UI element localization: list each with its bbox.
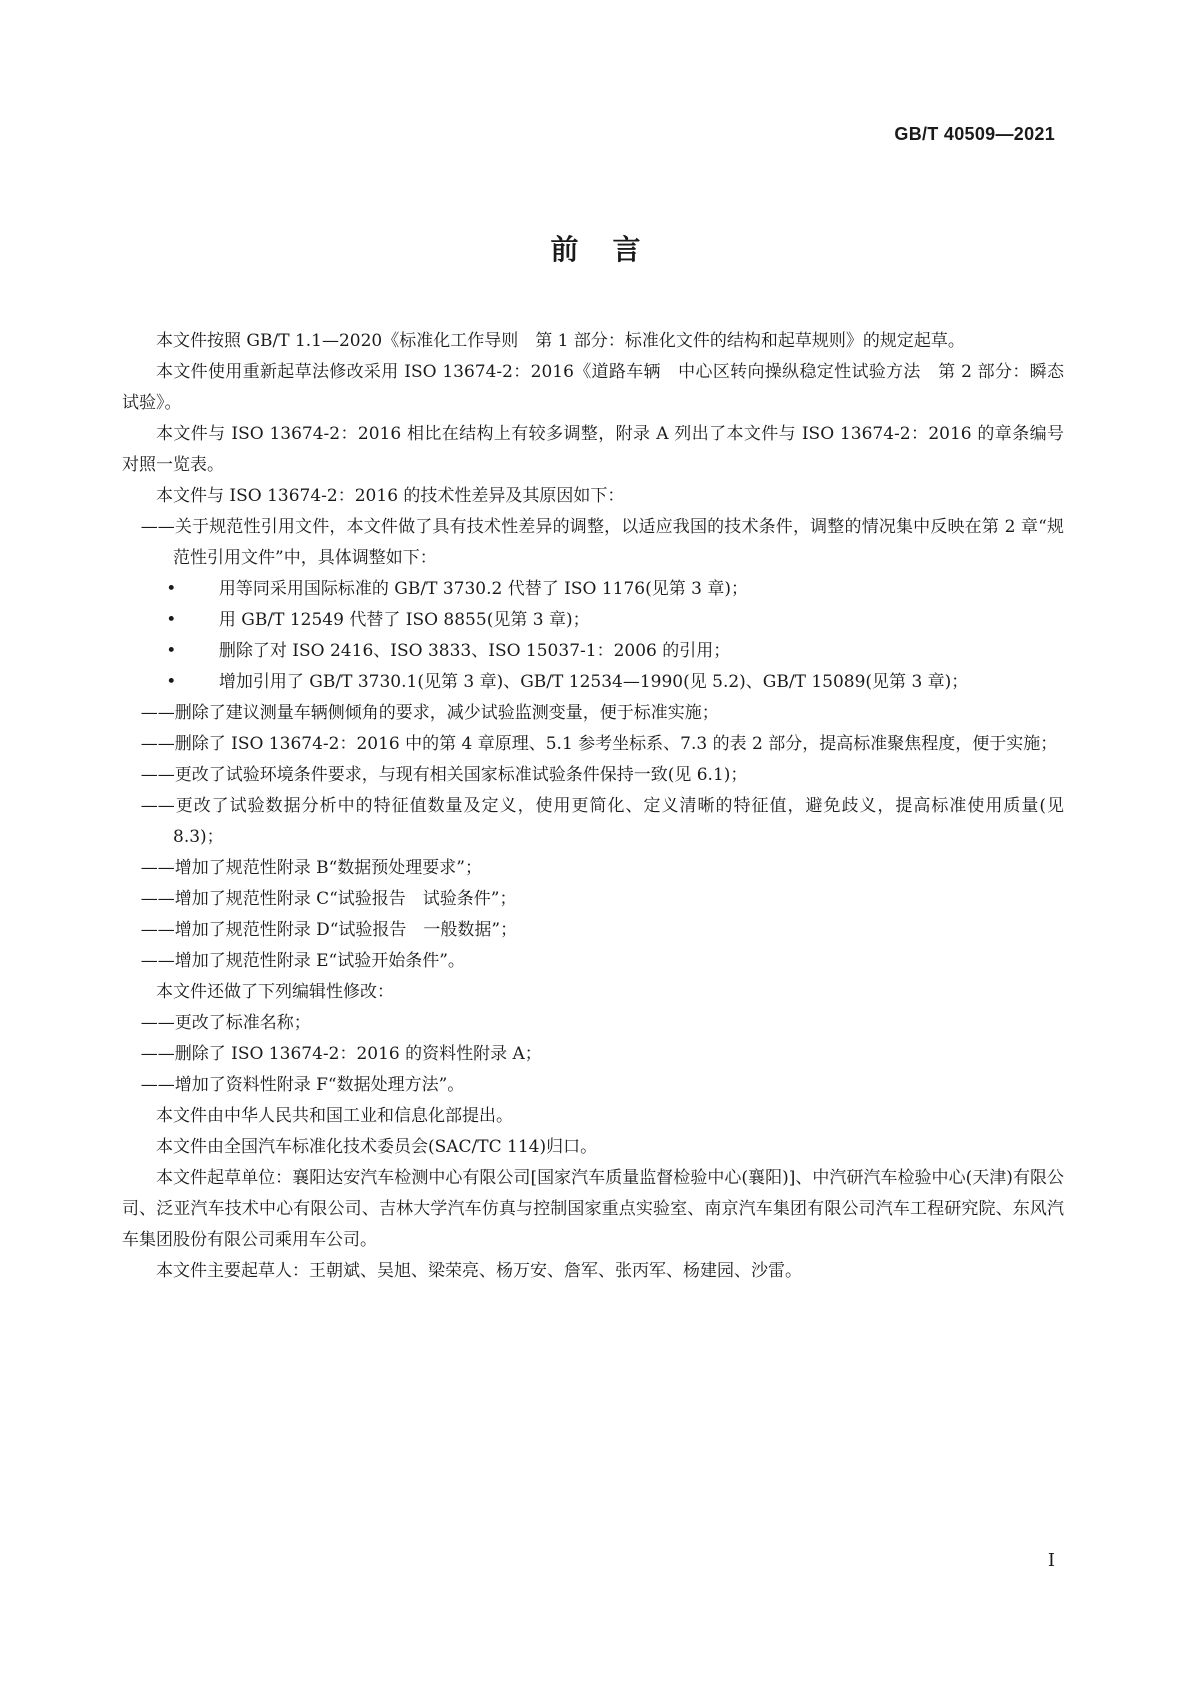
dash-item: ——更改了试验数据分析中的特征值数量及定义，使用更简化、定义清晰的特征值，避免歧义，提高标准使用质量(见 8.3)； xyxy=(140,796,1064,847)
paragraph-drafting-rules: 本文件按照 GB/T 1.1—2020《标准化工作导则 第 1 部分：标准化文件的结构和起草规则》的规定起草。 xyxy=(156,331,965,351)
page-title: 前言 xyxy=(550,233,675,266)
dash-item: ——删除了 ISO 13674-2：2016 中的第 4 章原理、5.1 参考坐标系、7.3 的表 2 部分，提高标准聚焦程度，便于实施； xyxy=(140,734,1058,754)
page-number: I xyxy=(1047,1550,1055,1571)
dash-item-normative-references: ——关于规范性引用文件，本文件做了具有技术性差异的调整，以适应我国的技术条件，调整的情况集中反映在第 2 章“规范性引用文件”中，具体调整如下： xyxy=(140,517,1064,568)
bullet-item xyxy=(122,605,1064,636)
dash-item: ——更改了标准名称； xyxy=(140,1013,311,1033)
dash-item: ——删除了 ISO 13674-2：2016 的资料性附录 A； xyxy=(140,1044,542,1064)
bullet-text: 用等同采用国际标准的 GB/T 3730.2 代替了 ISO 1176(见第 3 章)； xyxy=(218,579,748,599)
paragraph-technical-differences-intro: 本文件与 ISO 13674-2：2016 的技术性差异及其原因如下： xyxy=(156,486,625,506)
paragraph-committee: 本文件由全国汽车标准化技术委员会(SAC/TC 114)归口。 xyxy=(156,1137,598,1157)
paragraph-adoption-method: 本文件使用重新起草法修改采用 ISO 13674-2：2016《道路车辆 中心区转向操纵稳定性试验方法 第 2 部分：瞬态试验》。 xyxy=(122,362,1064,413)
paragraph-drafting-organizations: 本文件起草单位：襄阳达安汽车检测中心有限公司[国家汽车质量监督检验中心(襄阳)]、中汽研汽车检验中心(天津)有限公司、泛亚汽车技术中心有限公司、吉林大学汽车仿真与控制国家重点实验室、南京汽车集团有限公司汽车工程研究院、东风汽车集团股份有限公司乘用车公司。 xyxy=(122,1168,1064,1250)
dash-item: ——增加了资料性附录 F“数据处理方法”。 xyxy=(140,1075,465,1095)
dash-item: ——增加了规范性附录 D“试验报告 一般数据”； xyxy=(140,920,518,940)
standard-code: GB/T 40509—2021 xyxy=(894,124,1055,144)
bullet-text: 删除了对 ISO 2416、ISO 3833、ISO 15037-1：2006 的引用； xyxy=(218,641,731,661)
paragraph-editorial-intro: 本文件还做了下列编辑性修改： xyxy=(156,982,394,1002)
bullet-item xyxy=(122,574,1064,605)
bullet-text: 增加引用了 GB/T 3730.1(见第 3 章)、GB/T 12534—1990(见 5.2)、GB/T 15089(见第 3 章)； xyxy=(218,672,969,692)
bullet-item xyxy=(122,667,1064,698)
dash-item: ——删除了建议测量车辆侧倾角的要求，减少试验监测变量，便于标准实施； xyxy=(140,703,719,723)
dash-item: ——增加了规范性附录 E“试验开始条件”。 xyxy=(140,951,465,971)
bullet-icon: • xyxy=(166,610,177,630)
document-body xyxy=(122,326,1064,1287)
bullet-icon: • xyxy=(166,672,177,692)
paragraph-drafters: 本文件主要起草人：王朝斌、吴旭、梁荣亮、杨万安、詹军、张丙军、杨建园、沙雷。 xyxy=(156,1261,802,1281)
paragraph-proposer: 本文件由中华人民共和国工业和信息化部提出。 xyxy=(156,1106,513,1126)
bullet-icon: • xyxy=(166,641,177,661)
paragraph-structure-changes: 本文件与 ISO 13674-2：2016 相比在结构上有较多调整，附录 A 列出了本文件与 ISO 13674-2：2016 的章条编号对照一览表。 xyxy=(122,424,1064,475)
bullet-icon: • xyxy=(166,579,177,599)
dash-item: ——增加了规范性附录 B“数据预处理要求”； xyxy=(140,858,482,878)
dash-item: ——增加了规范性附录 C“试验报告 试验条件”； xyxy=(140,889,517,909)
bullet-text: 用 GB/T 12549 代替了 ISO 8855(见第 3 章)； xyxy=(218,610,590,630)
bullet-item xyxy=(122,636,1064,667)
dash-item: ——更改了试验环境条件要求，与现有相关国家标准试验条件保持一致(见 6.1)； xyxy=(140,765,748,785)
